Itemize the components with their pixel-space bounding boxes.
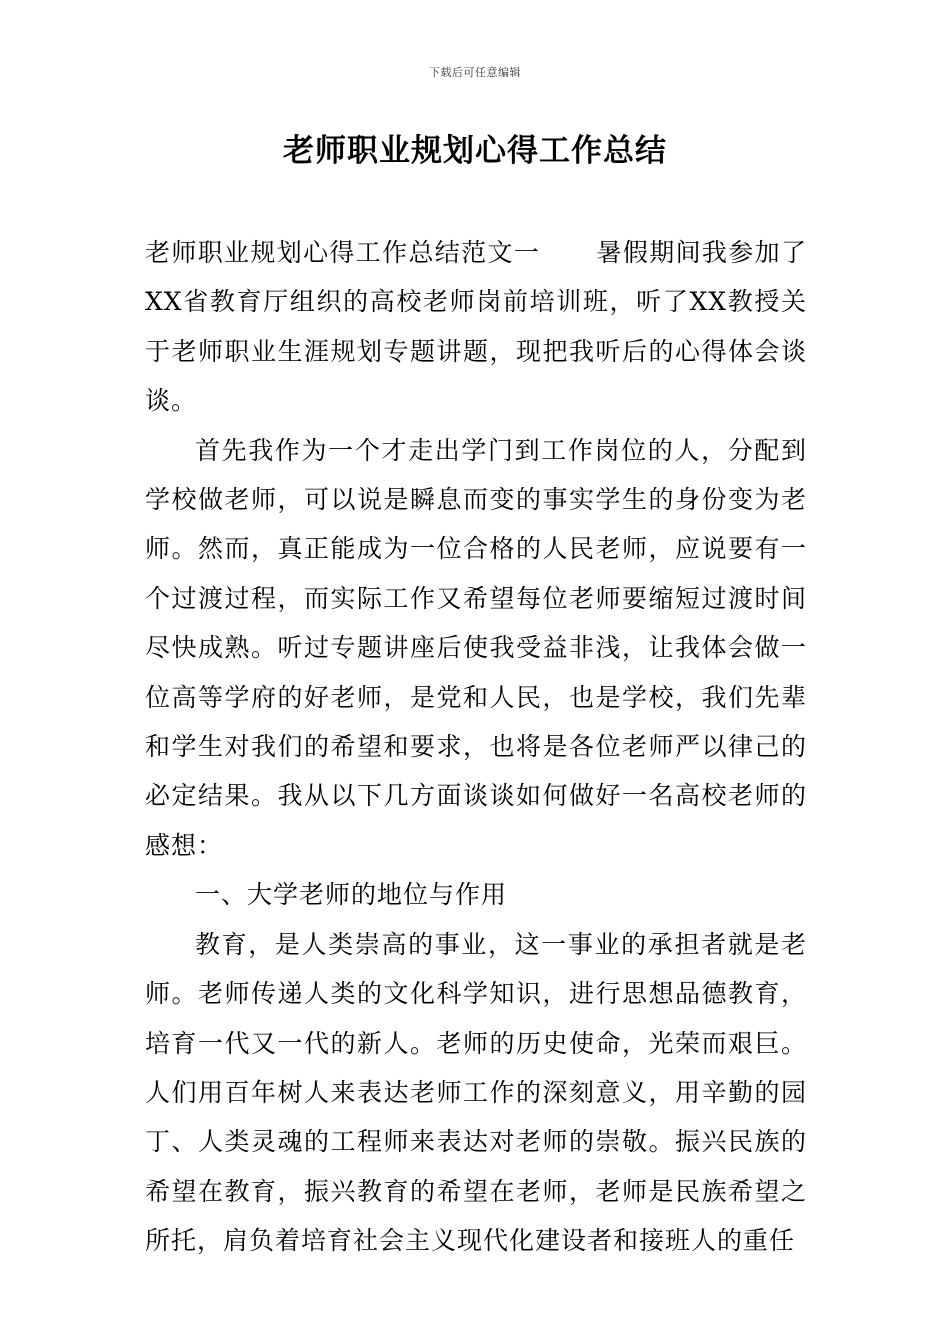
- header-note: 下载后可任意编辑: [429, 66, 521, 79]
- body-paragraph-2: 教育，是人类崇高的事业，这一事业的承担者就是老师。老师传递人类的文化科学知识，进行思想品德教育，培育一代又一代的新人。老师的历史使命，光荣而艰巨。人们用百年树人来表达老师工作的深刻意义，用辛勤的园丁、人类灵魂的工程师来表达对老师的崇敬。振兴民族的希望在教育，振兴教育的希望在老师，老师是民族希望之所托，肩负着培育社会主义现代化建设者和接班人的重任: [145, 929, 807, 1256]
- document-body: [145, 228, 807, 1266]
- section-heading: 一、大学老师的地位与作用: [195, 880, 508, 910]
- intro-paragraph: [145, 228, 807, 426]
- intro-text: 暑假期间我参加了XX省教育厅组织的高校老师岗前培训班，听了XX教授关于老师职业生涯规划专题讲题，现把我听后的心得体会谈谈。: [145, 238, 807, 416]
- intro-label: 老师职业规划心得工作总结范文一: [145, 238, 541, 267]
- body-paragraph-1: 首先我作为一个才走出学门到工作岗位的人，分配到学校做老师，可以说是瞬息而变的事实学生的身份变为老师。然而，真正能成为一位合格的人民老师，应说要有一个过渡过程，而实际工作又希望每位老师要缩短过渡时间尽快成熟。听过专题讲座后使我受益非浅，让我体会做一位高等学府的好老师，是党和人民，也是学校，我们先辈和学生对我们的希望和要求，也将是各位老师严以律己的必定结果。我从以下几方面谈谈如何做好一名高校老师的感想：: [145, 435, 807, 860]
- document-title: 老师职业规划心得工作总结: [283, 133, 667, 169]
